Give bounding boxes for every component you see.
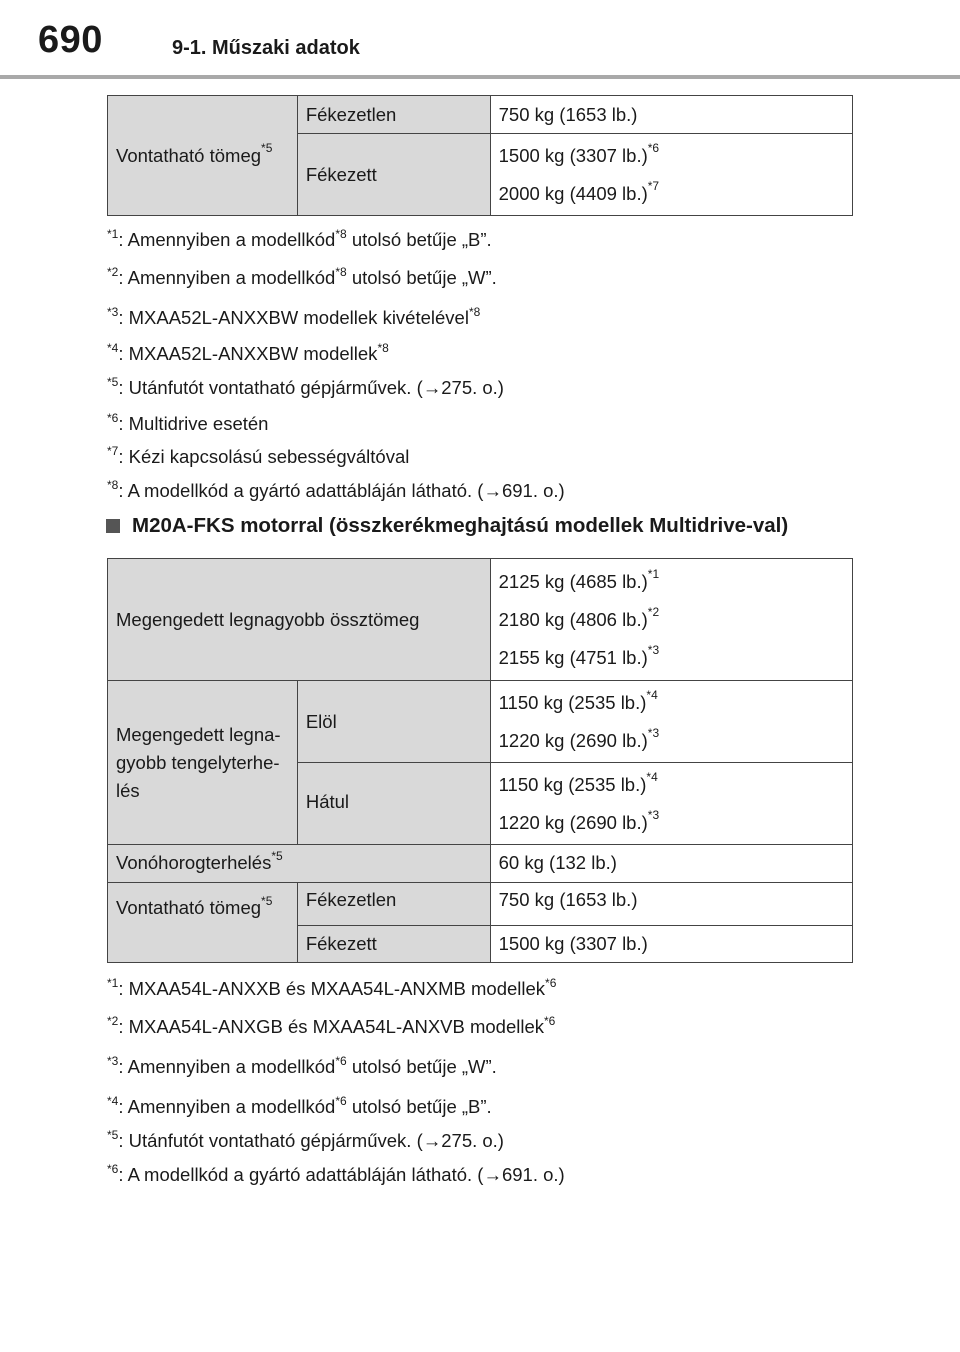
footnote-ref: *8	[335, 264, 347, 279]
footnote-marker: *2	[107, 264, 119, 279]
front-axle-line	[498, 726, 844, 751]
footnote-text: utolsó betűje „W”.	[346, 267, 497, 288]
unbraked-value-cell	[490, 96, 852, 134]
footnote	[107, 410, 269, 435]
gross-mass-line	[498, 605, 844, 630]
footnote-ref: *6	[335, 1093, 347, 1108]
footnote-ref: *8	[377, 340, 389, 355]
towing-mass-label-cell	[108, 96, 298, 216]
unbraked-label: Fékezetlen	[305, 104, 397, 125]
hitch-load-value-cell	[490, 845, 852, 883]
axle-load-label-line: lés	[116, 779, 140, 801]
footnote-marker: *5	[107, 374, 119, 389]
unbraked-value: 750 kg (1653 lb.)	[498, 104, 638, 125]
braked-value: 1500 kg (3307 lb.)	[498, 933, 648, 954]
unbraked-label: Fékezetlen	[305, 889, 397, 910]
unbraked-value: 750 kg (1653 lb.)	[498, 889, 638, 910]
gross-mass-value: 2125 kg (4685 lb.)	[498, 570, 648, 592]
braked-label-cell	[297, 926, 490, 963]
rear-value-cell	[490, 763, 852, 845]
footnote-ref: *3	[647, 808, 660, 823]
towing-mass-label-cell	[108, 883, 298, 963]
footnote-text: utolsó betűje „W”.	[346, 1056, 497, 1077]
footnote-ref: *2	[647, 605, 660, 620]
footnote-text: : A modellkód a gyártó adattábláján látható. (→691. o.)	[118, 1164, 565, 1185]
footnote-marker: *4	[107, 340, 119, 355]
footnote-marker: *3	[107, 304, 119, 319]
footnote-text: utolsó betűje „B”.	[346, 229, 492, 250]
footnote	[107, 443, 410, 468]
footnote-ref: *5	[271, 848, 283, 863]
footnote-marker: *6	[107, 410, 119, 425]
section-title: 9-1. Műszaki adatok	[172, 37, 360, 59]
page-number: 690	[38, 19, 103, 61]
rear-axle-value: 1220 kg (2690 lb.)	[498, 811, 648, 833]
footnote-ref: *5	[261, 893, 273, 908]
gross-mass-value: 2155 kg (4751 lb.)	[498, 646, 648, 668]
weights-table	[107, 558, 853, 963]
gross-mass-label-cell	[108, 559, 491, 681]
braked-label: Fékezett	[305, 163, 377, 185]
footnote-ref: *4	[646, 770, 658, 785]
footnote-ref: *6	[545, 975, 557, 990]
braked-value-line	[498, 179, 844, 204]
footnote	[107, 226, 492, 251]
footnote	[107, 1161, 565, 1186]
footnote-ref: *7	[647, 179, 660, 194]
braked-value-line	[498, 141, 844, 166]
footnote-text: : MXAA54L-ANXXB és MXAA54L-ANXMB modellek	[118, 978, 546, 999]
gross-mass-value: 2180 kg (4806 lb.)	[498, 608, 648, 630]
footnote	[107, 1093, 492, 1118]
footnote-text: : Utánfutót vontatható gépjárművek. (→275. o.)	[118, 377, 504, 398]
front-axle-label: Elöl	[305, 711, 337, 732]
footnote-ref: *5	[261, 141, 273, 156]
gross-mass-line	[498, 567, 844, 592]
footnote-marker: *1	[107, 975, 119, 990]
footnote-marker: *1	[107, 226, 119, 241]
braked-label: Fékezett	[305, 933, 377, 954]
footnote	[107, 477, 565, 502]
footnote-ref: *6	[544, 1013, 556, 1028]
footnote-marker: *8	[107, 477, 119, 492]
footnote-marker: *3	[107, 1053, 119, 1068]
front-value-cell	[490, 681, 852, 763]
footnote	[107, 975, 557, 1000]
table-row	[108, 681, 853, 763]
footnote-text: : Amennyiben a modellkód	[118, 1056, 336, 1077]
rear-axle-line	[498, 770, 844, 795]
footnote-text: : Utánfutót vontatható gépjárművek. (→275. o.)	[118, 1130, 504, 1151]
footnote-ref: *4	[646, 688, 658, 703]
footnote-ref: *3	[647, 726, 660, 741]
footnote-ref: *8	[335, 226, 347, 241]
unbraked-value-cell	[490, 883, 852, 926]
table-row	[108, 845, 853, 883]
front-axle-value: 1150 kg (2535 lb.)	[498, 691, 647, 713]
footnote-ref: *6	[647, 141, 660, 156]
braked-value-cell	[490, 926, 852, 963]
table-row	[108, 883, 853, 926]
footnote-text: : Amennyiben a modellkód	[118, 1096, 336, 1117]
subheading-text: M20A-FKS motorral (összkerékmeghajtású modellek Multidrive-val)	[132, 514, 789, 537]
footnote-ref: *1	[647, 567, 660, 582]
footnote-text: : A modellkód a gyártó adattábláján látható. (→691. o.)	[118, 480, 565, 501]
front-axle-value: 1220 kg (2690 lb.)	[498, 729, 648, 751]
footnote-marker: *4	[107, 1093, 119, 1108]
rear-axle-value: 1150 kg (2535 lb.)	[498, 773, 647, 795]
footnote	[107, 374, 504, 399]
footnote-marker: *6	[107, 1161, 119, 1176]
section-subheading	[106, 514, 788, 538]
footnote-text: : Amennyiben a modellkód	[118, 229, 336, 250]
towing-mass-label: Vontatható tömeg	[116, 897, 262, 918]
towing-mass-label: Vontatható tömeg	[116, 144, 262, 166]
footnote-text: : MXAA54L-ANXGB és MXAA54L-ANXVB modellek	[118, 1016, 545, 1037]
front-label-cell	[297, 681, 490, 763]
square-bullet-icon	[106, 519, 120, 533]
unbraked-label-cell	[297, 96, 490, 134]
gross-mass-label: Megengedett legnagyobb össztömeg	[116, 608, 420, 630]
rear-axle-line	[498, 808, 844, 833]
footnote-ref: *8	[468, 304, 481, 319]
towing-table-top	[107, 95, 853, 216]
footnote	[107, 1053, 497, 1078]
footnote-text: : Amennyiben a modellkód	[118, 267, 336, 288]
footnote-text: utolsó betűje „B”.	[346, 1096, 492, 1117]
footnote-marker: *7	[107, 443, 119, 458]
hitch-load-value: 60 kg (132 lb.)	[498, 852, 617, 873]
hitch-load-label: Vonóhorogterhelés	[116, 852, 272, 873]
axle-load-label-line: Megengedett legna-	[116, 723, 281, 745]
footnote	[107, 1013, 556, 1038]
table-row	[108, 96, 853, 134]
hitch-load-label-cell	[108, 845, 491, 883]
unbraked-label-cell	[297, 883, 490, 926]
footnote-text: : MXAA52L-ANXXBW modellek kivételével	[118, 307, 469, 328]
footnote-marker: *2	[107, 1013, 119, 1028]
footnote	[107, 264, 497, 289]
axle-load-label-line: gyobb tengelyterhe-	[116, 751, 280, 773]
braked-value-cell	[490, 134, 852, 216]
footnote	[107, 340, 389, 365]
footnote	[107, 304, 481, 329]
gross-mass-value-cell	[490, 559, 852, 681]
table-row	[108, 559, 853, 681]
header-divider	[0, 75, 960, 79]
axle-load-label-cell	[108, 681, 298, 845]
front-axle-line	[498, 688, 844, 713]
gross-mass-line	[498, 643, 844, 668]
braked-value-multidrive: 1500 kg (3307 lb.)	[498, 144, 648, 166]
rear-label-cell	[297, 763, 490, 845]
footnote	[107, 1127, 504, 1152]
page-header	[0, 0, 960, 82]
axle-load-label	[116, 721, 289, 805]
rear-axle-label: Hátul	[305, 791, 350, 812]
footnote-marker: *5	[107, 1127, 119, 1142]
footnote-ref: *6	[335, 1053, 347, 1068]
braked-label-cell	[297, 134, 490, 216]
footnote-text: : Kézi kapcsolású sebességváltóval	[118, 446, 410, 467]
braked-value-manual: 2000 kg (4409 lb.)	[498, 182, 648, 204]
footnote-ref: *3	[647, 643, 660, 658]
footnote-text: : Multidrive esetén	[118, 413, 269, 434]
footnote-text: : MXAA52L-ANXXBW modellek	[118, 343, 378, 364]
